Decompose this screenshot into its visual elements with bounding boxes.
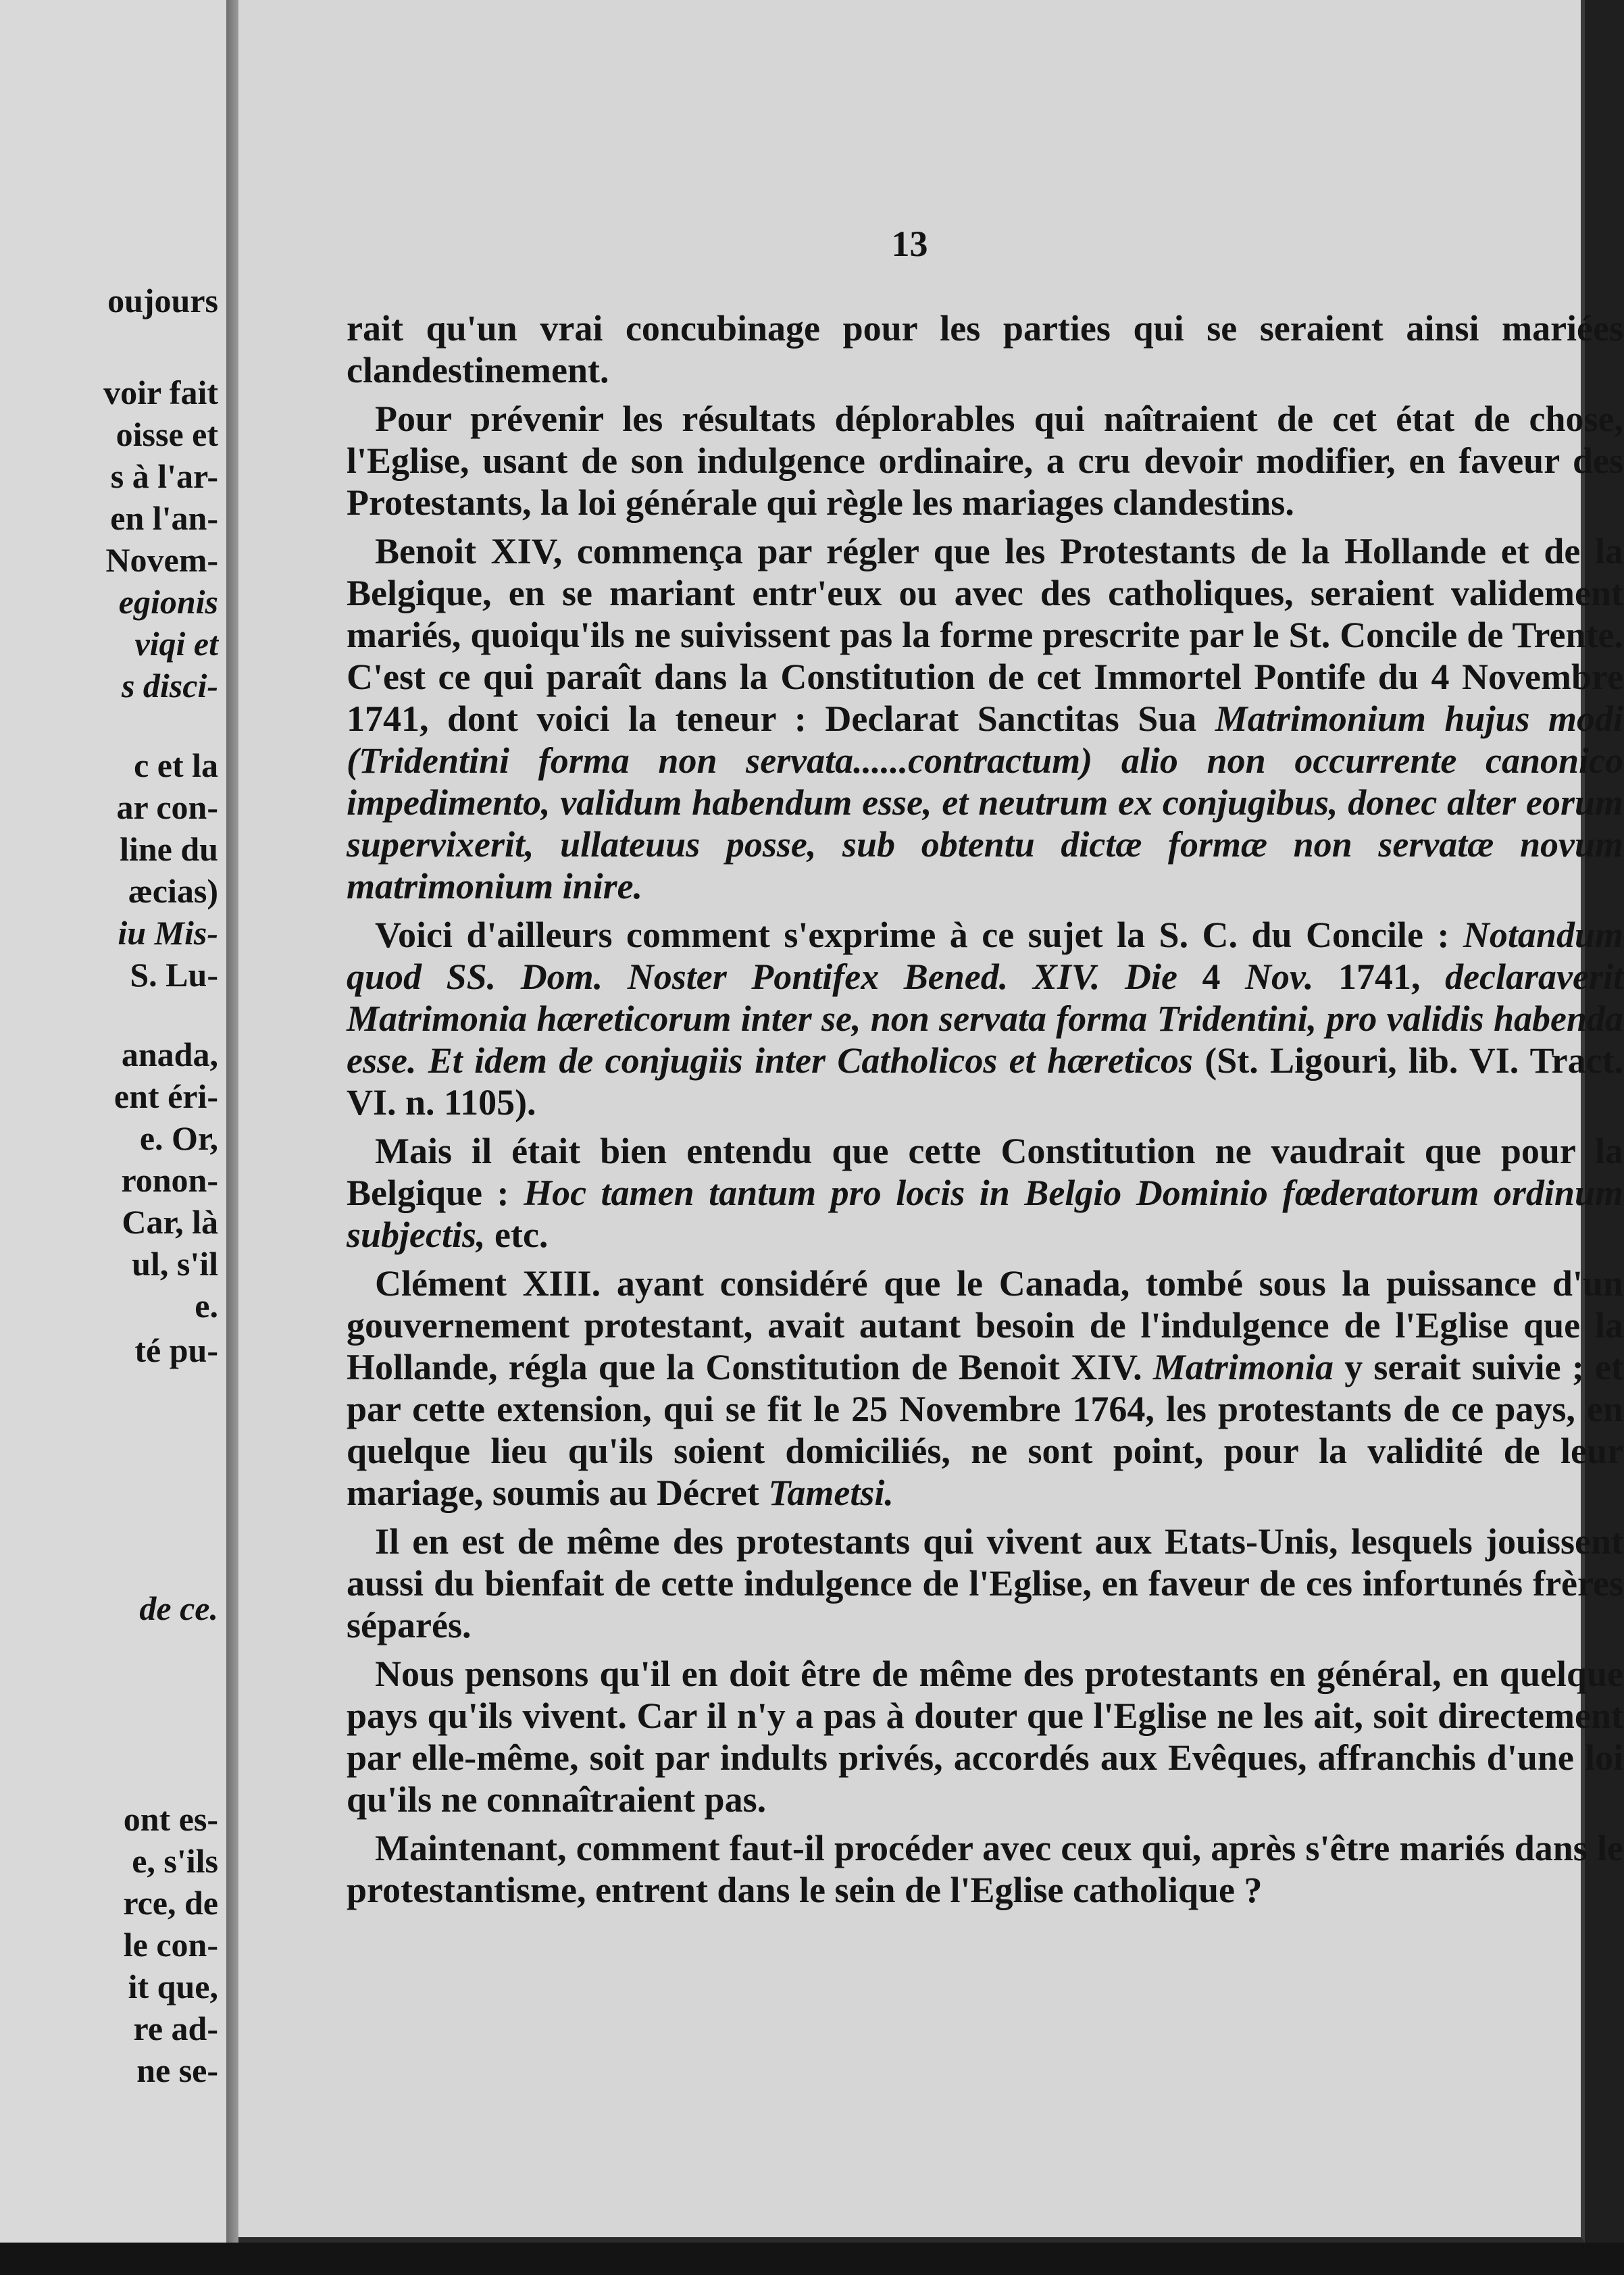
paragraph	[347, 914, 1623, 1123]
page-number: 13	[891, 224, 928, 264]
left-page-line-fragment: e. Or,	[139, 1119, 218, 1157]
paragraph-text: Benoit XIV, commença par régler que les Protestants de la Hollande et de la Belgique, en se mariant entr'eux ou avec des catholiques, seraient validement mariés, quoiqu'ils ne suivissent pas la forme prescrite par le St. Concile de Trente. C'est ce qui paraît dans la Constitution de cet Immortel Pontife du 4 Novembre 1741, dont voici la teneur : Declarat Sanctitas Sua	[347, 531, 1623, 739]
left-page-line-fragment: voir fait	[103, 374, 218, 411]
paragraph-text: Clément XIII. ayant considéré que le Canada, tombé sous la puissance d'un gouvernement protestant, avait autant besoin de l'indulgence de l'Eglise que la Hollande, régla que la Constitution de Benoit XIV.	[347, 1263, 1623, 1387]
left-page-line-fragment: Novem-	[105, 541, 218, 579]
paragraph	[347, 307, 1623, 391]
left-page-line-fragment: de ce.	[139, 1589, 218, 1627]
paragraph	[347, 398, 1623, 523]
left-page-line-fragment: oujours	[107, 282, 218, 319]
left-page-line-fragment: e.	[195, 1287, 218, 1325]
latin-quote: Matrimonia	[1152, 1347, 1334, 1387]
paragraph	[347, 1262, 1623, 1514]
left-page-line-fragment: æcias)	[128, 872, 218, 910]
latin-quote: Notandum quod SS. Dom. Noster Pontifex Bened. XIV. Die	[347, 915, 1623, 997]
left-page-line-fragment: ne se-	[136, 2051, 218, 2089]
paragraph-text: Nous pensons qu'il en doit être de même des protestants en général, en quelque pays qu'ils vivent. Car il n'y a pas à douter que l'Eglise ne les ait, soit directement par elle-même, soit par indults privés, accordés aux Evêques, affranchis d'une loi qu'ils ne connaîtraient pas.	[347, 1654, 1623, 1820]
left-page-line-fragment: ont es-	[123, 1800, 218, 1838]
paragraph-text: etc.	[485, 1215, 549, 1255]
book-gutter	[226, 0, 238, 2275]
left-page-line-fragment: S. Lu-	[130, 956, 218, 994]
paragraph-text: Voici d'ailleurs comment s'exprime à ce sujet la S. C. du Concile :	[375, 915, 1463, 955]
latin-quote: Nov.	[1245, 956, 1314, 997]
left-page-line-fragment: rce, de	[123, 1884, 218, 1922]
scan-border	[0, 2243, 1624, 2275]
paragraph-text: Maintenant, comment faut-il procéder avec ceux qui, après s'être mariés dans le protestantisme, entrent dans le sein de l'Eglise catholique ?	[347, 1828, 1623, 1910]
left-page-line-fragment: c et la	[134, 746, 218, 784]
paragraph	[347, 1827, 1623, 1911]
latin-quote: Tametsi.	[768, 1473, 894, 1513]
latin-quote: Hoc tamen tantum pro locis in Belgio Dominio fœderatorum ordinum subjectis,	[347, 1173, 1623, 1255]
left-page-line-fragment: Car, là	[122, 1203, 218, 1241]
left-page-line-fragment: line du	[120, 830, 218, 868]
left-page-line-fragment: ent éri-	[113, 1077, 218, 1115]
left-page-line-fragment: iu Mis-	[118, 914, 218, 952]
left-page-line-fragment: e, s'ils	[132, 1842, 218, 1880]
left-page-line-fragment: s disci-	[121, 667, 218, 705]
left-page-line-fragment: egionis	[118, 583, 218, 621]
left-page-line-fragment: it que,	[128, 1968, 218, 2005]
left-page-line-fragment: anada,	[121, 1036, 218, 1073]
left-page-line-fragment: ronon-	[121, 1161, 218, 1199]
latin-quote: Matrimonium hujus modi (Tridentini forma non servata......contractum) alio non occurrente canonico impedimento, validum habendum esse, et neutrum ex conjugibus, donec alter eorum supervixerit, ullateuus posse, sub obtentu dictæ formæ non servatæ novum matrimonium inire.	[347, 698, 1623, 906]
left-page-line-fragment: oisse et	[116, 415, 218, 453]
previous-page-edge	[0, 0, 226, 2275]
paragraph	[347, 1653, 1623, 1820]
paragraph	[347, 530, 1623, 907]
paragraph-text: Il en est de même des protestants qui vivent aux Etats-Unis, lesquels jouissent aussi du bienfait de cette indulgence de l'Eglise, en faveur de ces infortunés frères séparés.	[347, 1521, 1623, 1645]
left-page-line-fragment: le con-	[123, 1926, 218, 1964]
paragraph-text: y serait suivie ; et par cette extension, qui se fit le 25 Novembre 1764, les protestants de ce pays, en quelque lieu qu'ils soient domiciliés, ne sont point, pour la validité de leur mariage, soumis au Décret	[347, 1347, 1623, 1513]
paragraph	[347, 1520, 1623, 1646]
left-page-line-fragment: ul, s'il	[132, 1245, 218, 1283]
paragraph-text: 4	[1177, 956, 1246, 997]
left-page-line-fragment: té pu-	[134, 1331, 218, 1369]
left-page-line-fragment: viqi et	[134, 625, 218, 663]
paragraph-text: Mais il était bien entendu que cette Constitution ne vaudrait que pour la Belgique :	[347, 1131, 1623, 1213]
left-page-line-fragment: en l'an-	[110, 499, 218, 537]
latin-quote: declaraverit Matrimonia hæreticorum inter se, non servata forma Tridentini, pro validis habenda esse. Et idem de conjugiis inter Catholicos et hæreticos	[347, 956, 1624, 1081]
paragraph	[347, 1130, 1623, 1256]
page-body	[347, 307, 1623, 1918]
paragraph-text: (St. Ligouri, lib. VI. Tract. VI. n. 1105).	[347, 1040, 1624, 1123]
paragraph-text: rait qu'un vrai concubinage pour les parties qui se seraient ainsi mariées clandestinement.	[347, 308, 1623, 390]
left-page-line-fragment: ar con-	[116, 788, 218, 826]
left-page-line-fragment: re ad-	[133, 2010, 218, 2047]
paragraph-text: Pour prévenir les résultats déplorables qui naîtraient de cet état de chose, l'Eglise, usant de son indulgence ordinaire, a cru devoir modifier, en faveur des Protestants, la loi générale qui règle les mariages clandestins.	[347, 399, 1623, 523]
paragraph-text: 1741,	[1313, 956, 1446, 997]
left-page-line-fragment: s à l'ar-	[110, 457, 218, 495]
book-page	[238, 0, 1624, 2243]
